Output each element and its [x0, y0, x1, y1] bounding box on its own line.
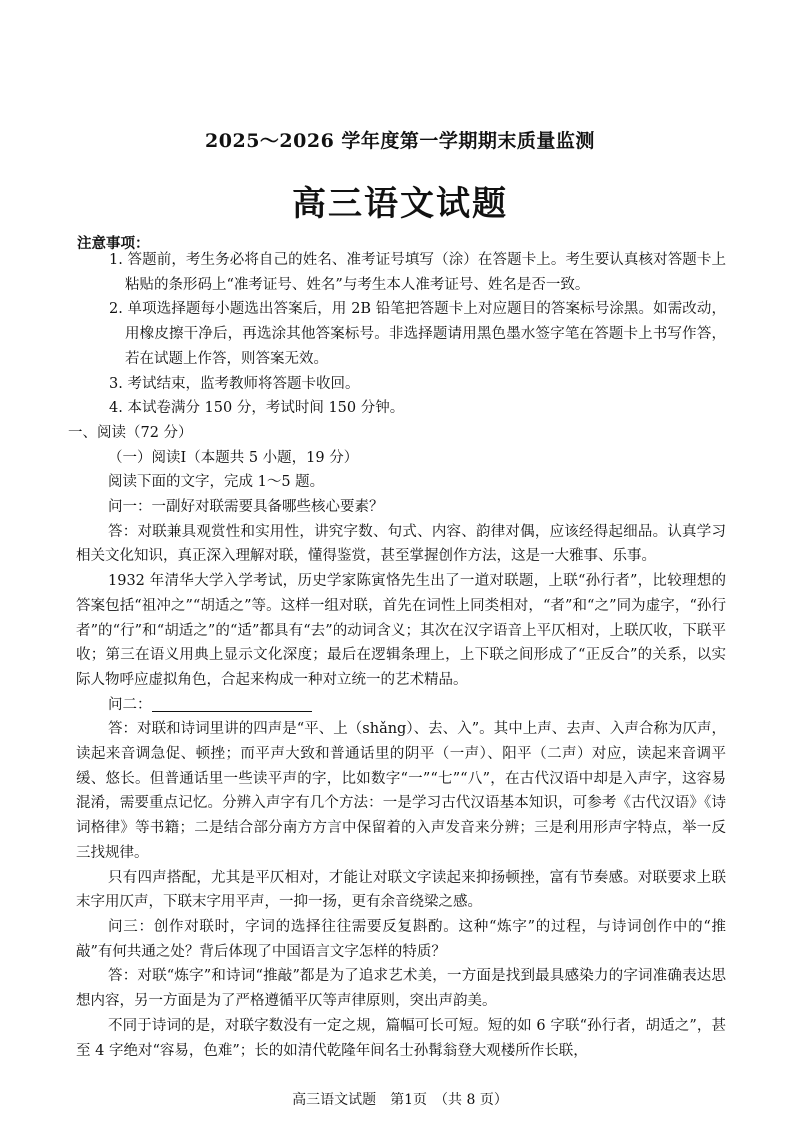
question-3: 问三：创作对联时，字词的选择往往需要反复斟酌。这种“炼字”的过程，与诗词创作中的“推敲”有何共通之处？背后体现了中国语言文字怎样的特质？ [76, 918, 726, 960]
subsection-heading: （一）阅读Ⅰ（本题共 5 小题，19 分） [108, 449, 359, 466]
answer-2: 答：对联和诗词里讲的四声是“平、上（shǎng）、去、入”。其中上声、去声、入声合称为仄声，读起来音调急促、顿挫；而平声大致和普通话里的阴平（一声）、阳平（二声）对应，读起来音调平缓、悠长。但普通话里一些读平声的字，比如数字“一”“七”“八”，在古代汉语中却是入声字，这容易混淆，需要重点记忆。分辨入声字有几个方法：一是学习古代汉语基本知识，可参考《古代汉语》《诗词格律》等书籍；二是结合部分南方方言中保留着的入声发音来分辨；三是利用形声字特点，举一反三找规律。 [76, 721, 726, 861]
notice-item-3: 3. 考试结束，监考教师将答题卡收回。 [109, 375, 360, 392]
exam-title: 高三语文试题 [292, 184, 508, 224]
answer-1: 答：对联兼具观赏性和实用性，讲究字数、句式、内容、韵律对偶，应该经得起细品。认真学习相关文化知识，真正深入理解对联，懂得鉴赏，甚至掌握创作方法，这是一大雅事、乐事。 [76, 523, 726, 565]
notice-item-1: 1. 答题前，考生务必将自己的姓名、准考证号填写（涂）在答题卡上。考生要认真核对答题卡上粘贴的条形码上“准考证号、姓名”与考生本人准考证号、姓名是否一致。 [109, 252, 726, 293]
exam-body [68, 248, 726, 1063]
question-2 [76, 693, 726, 718]
section-heading: 一、阅读（72 分） [68, 424, 193, 441]
question-2-label: 问二： [108, 696, 152, 713]
passage-paragraph-couplet-example: 1932 年清华大学入学考试，历史学家陈寅恪先生出了一道对联题，上联“孙行者”，比较理想的答案包括“祖冲之”“胡适之”等。这样一组对联，首先在词性上同类相对，“者”和“之”同为虚字，“孙行者”的“行”和“胡适之”的“适”都具有“去”的动词含义；其次在汉字语音上平仄相对，上联仄收，下联平收；第三在语义用典上显示文化深度；最后在逻辑条理上，上下联之间形成了“正反合”的关系，以实际人物呼应虚拟角色，合起来构成一种对立统一的艺术精品。 [76, 573, 726, 688]
notice-heading: 注意事项： [77, 235, 150, 252]
reading-instruction: 阅读下面的文字，完成 1～5 题。 [108, 474, 325, 491]
question-2-blank-line [152, 695, 312, 712]
notice-item-4: 4. 本试卷满分 150 分，考试时间 150 分钟。 [109, 400, 405, 417]
answer-3: 答：对联“炼字”和诗词“推敲”都是为了追求艺术美，一方面是找到最具感染力的字词准确表达思想内容，另一方面是为了严格遵循平仄等声律原则，突出声韵美。 [76, 968, 726, 1010]
page-footer: 高三语文试题 第1页 （共 8 页） [292, 1092, 508, 1108]
notice-item-2: 2. 单项选择题每小题选出答案后，用 2B 铅笔把答题卡上对应题目的答案标号涂黑。如需改动，用橡皮擦干净后，再选涂其他答案标号。非选择题请用黑色墨水签字笔在答题卡上书写作答，若在试题上作答，则答案无效。 [109, 301, 726, 367]
question-1: 问一：一副好对联需要具备哪些核心要素？ [108, 499, 384, 516]
passage-paragraph-length: 不同于诗词的是，对联字数没有一定之规，篇幅可长可短。短的如 6 字联“孙行者，胡适之”，甚至 4 字绝对“容易，色难”；长的如清代乾隆年间名士孙髯翁登大观楼所作长联， [76, 1017, 726, 1059]
passage-paragraph-tones: 只有四声搭配，尤其是平仄相对，才能让对联文字读起来抑扬顿挫，富有节奏感。对联要求上联末字用仄声，下联末字用平声，一抑一扬，更有余音绕梁之感。 [76, 869, 726, 911]
exam-name-heading: 2025～2026 学年度第一学期期末质量监测 [205, 130, 595, 152]
